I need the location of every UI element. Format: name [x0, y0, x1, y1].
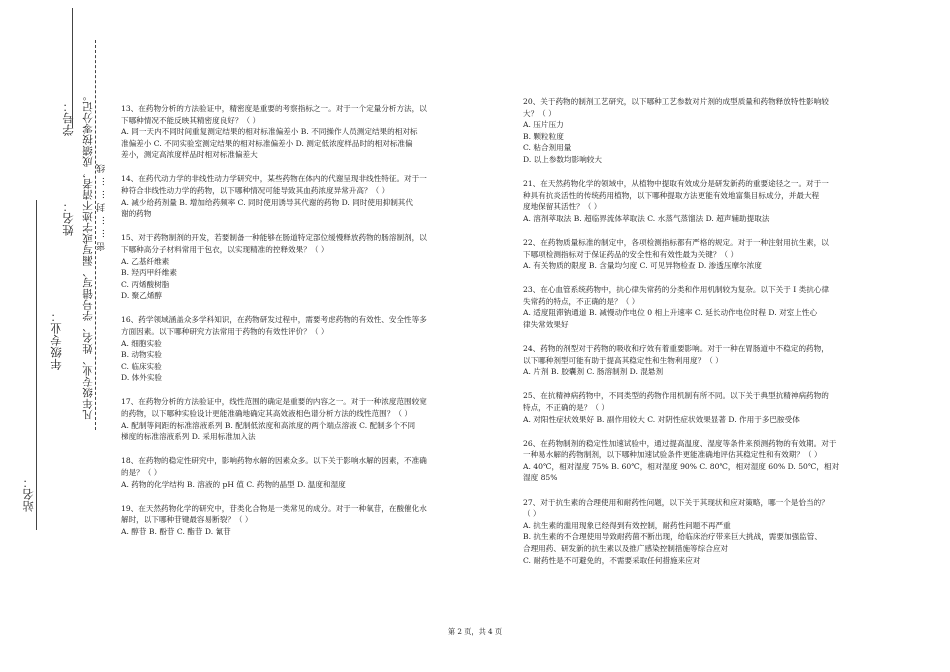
question-options: A. 适度阻滞钠通道 B. 减慢动作电位 0 相上升速率 C. 延长动作电位时程 D. 对室上性心 律失常效果好: [523, 308, 818, 329]
question-13: [121, 103, 466, 161]
major-label: 年级专业：: [49, 310, 63, 370]
question-options: A. 对阳性症状效果好 B. 副作用较大 C. 对阴性症状效果显著 D. 作用于多巴胺受体: [523, 414, 800, 424]
question-options: A. 片剂 B. 胶囊剂 C. 肠溶制剂 D. 混悬剂: [523, 367, 664, 377]
question-17: [121, 396, 466, 442]
question-stem: 13、在药物分析的方法验证中，精密度是重要的考察指标之一。对于一个定量分析方法，以 下哪种情况不能反映其精密度良好？（ ）: [121, 104, 427, 125]
question-options: A. 细胞实验 B. 动物实验 C. 临床实验 D. 体外实验: [121, 338, 163, 383]
name-label: 姓名：: [61, 200, 75, 236]
question-options: A. 醇苷 B. 酚苷 C. 酯苷 D. 氰苷: [121, 526, 231, 536]
name-underline: [72, 8, 73, 128]
question-stem: 16、药学领域涵盖众多学科知识，在药物研发过程中，需要考虑药物的有效性、安全性等多 方面因素。以下哪种研究方法常用于药物的有效性评价？（ ）: [121, 315, 427, 336]
question-stem: 22、在药物质量标准的制定中，各项检测指标都有严格的规定。对于一种注射用抗生素，以 下哪项检测指标对于保证药品的安全性和有效性最为关键？（ ）: [523, 237, 829, 259]
right-column: [523, 96, 871, 579]
question-options: A. 同一天内不同时间重复测定结果的相对标准偏差小 B. 不同操作人员测定结果的相对标 准偏差小 C. 不同实验室测定结果的相对标准偏差小 D. 测定低浓度样品时的相对标准偏 差小，测定高浓度样品时相对标准偏差大: [121, 127, 418, 160]
seal-line-text: 密……封……线: [97, 160, 107, 251]
question-27: [523, 497, 871, 567]
question-stem: 18、在药物的稳定性研究中，影响药物水解的因素众多。以下关于影响水解的因素，不准确 的是？（ ）: [121, 456, 427, 477]
question-15: [121, 232, 466, 302]
question-options: A. 40℃，相对湿度 75% B. 60℃，相对湿度 90% C. 80℃，相对湿度 60% D. 50℃，相对 湿度 85%: [523, 461, 840, 483]
question-options: A. 溶剂萃取法 B. 超临界流体萃取法 C. 水蒸气蒸馏法 D. 超声辅助提取法: [523, 213, 770, 223]
site-label: 站名：: [21, 476, 35, 512]
question-stem: 25、在抗精神病药物中，不同类型的药物作用机制有所不同。以下关于典型抗精神病药物的 特点，不正确的是？（ ）: [523, 391, 829, 412]
left-column: [121, 103, 466, 550]
question-options: A. 减少给药剂量 B. 增加给药频率 C. 同时使用诱导其代谢的药物 D. 同时使用抑制其代 谢的药物: [121, 197, 413, 219]
question-options: A. 配制等间距的标准溶液系列 B. 配制低浓度和高浓度的两个端点溶液 C. 配制多个不同 梯度的标准溶液系列 D. 采用标准加入法: [121, 420, 416, 442]
student-id-label: 学号：: [61, 100, 75, 136]
question-stem: 23、在心血管系统药物中，抗心律失常药的分类和作用机制较为复杂。以下关于 I 类抗心律 失常药的特点，不正确的是？（ ）: [523, 285, 830, 306]
question-options: A. 压片压力 B. 颗粒粒度 C. 粘合剂用量 D. 以上参数均影响较大: [523, 120, 602, 164]
question-stem: 14、在药代动力学的非线性动力学研究中，某些药物在体内的代谢呈现非线性特征。对于一 种符合非线性动力学的药物，以下哪种情况可能导致其血药浓度异常升高？（ ）: [121, 174, 427, 196]
question-options: A. 抗生素的滥用现象已经得到有效控制，耐药性问题不再严重 B. 抗生素的不合理使用导致耐药菌不断出现，给临床治疗带来巨大挑战，需要加强监管、 合理用药、研发新的抗生素以及推广感染控制措施等综合应对 C. 耐药性是不可避免的，不需要采取任何措施来应对: [523, 520, 822, 565]
question-18: [121, 455, 466, 490]
notice-text: 凡年级专业、姓名、学号错写、漏写或字迹不清者，成绩按零分记。: [82, 90, 94, 420]
binding-margin: [0, 0, 112, 672]
question-20: [523, 96, 871, 166]
question-25: [523, 390, 871, 425]
question-stem: 15、对于药物制剂的开发，若要制备一种能够在肠道特定部位缓慢释放药物的肠溶制剂，以 下哪种高分子材料常用于包衣，以实现精准的控释效果？（ ）: [121, 233, 427, 254]
question-22: [523, 237, 871, 272]
question-23: [523, 284, 871, 330]
question-options: A. 乙基纤维素 B. 羟丙甲纤维素 C. 丙烯酸树脂 D. 聚乙烯醇: [121, 256, 177, 301]
question-26: [523, 438, 871, 484]
question-options: A. 药物的化学结构 B. 溶液的 pH 值 C. 药物的晶型 D. 温度和湿度: [121, 479, 346, 489]
question-21: [523, 178, 871, 224]
page-footer: 第 2 页，共 4 页: [447, 627, 503, 636]
seal-dashed-line: [95, 40, 96, 430]
question-19: [121, 503, 466, 538]
question-stem: 27、对于抗生素的合理使用和耐药性问题，以下关于其现状和应对策略，哪一个是恰当的？ （ ）: [523, 497, 829, 519]
question-stem: 20、关于药物的制剂工艺研究，以下哪种工艺参数对片剂的成型质量和药物释放特性影响较 大？（ ）: [523, 97, 829, 118]
question-stem: 17、在药物分析的方法验证中，线性范围的确定是重要的内容之一。对于一种浓度范围较宽 的药物，以下哪种实验设计更能准确地确定其高效液相色谱分析方法的线性范围？（ ）: [121, 397, 427, 419]
question-16: [121, 314, 466, 384]
major-underline: [36, 200, 37, 530]
question-stem: 24、药物的剂型对于药物的吸收和疗效有着重要影响。对于一种在胃肠道中不稳定的药物， 以下哪种剂型可能有助于提高其稳定性和生物利用度？（ ）: [523, 344, 829, 365]
question-24: [523, 343, 871, 378]
question-14: [121, 173, 466, 219]
question-stem: 19、在天然药物化学的研究中，苷类化合物是一类常见的成分。对于一种氧苷，在酸催化水 解时，以下哪种苷键最容易断裂？（ ）: [121, 503, 427, 525]
question-stem: 26、在药物制剂的稳定性加速试验中，通过提高温度、湿度等条件来预测药物的有效期。对于 一种易水解的药物制剂，以下哪种加速试验条件更能准确地评估其稳定性和有效期？（ ）: [523, 438, 837, 460]
question-stem: 21、在天然药物化学的领域中，从植物中提取有效成分是研发新药的重要途径之一。对于一 种具有抗炎活性的传统药用植物，以下哪种提取方法更能有效地富集目标成分，并最大程 度地保留其活性？（ ）: [523, 179, 829, 212]
question-options: A. 有关物质的限度 B. 含量均匀度 C. 可见异物检查 D. 渗透压摩尔浓度: [523, 261, 762, 271]
